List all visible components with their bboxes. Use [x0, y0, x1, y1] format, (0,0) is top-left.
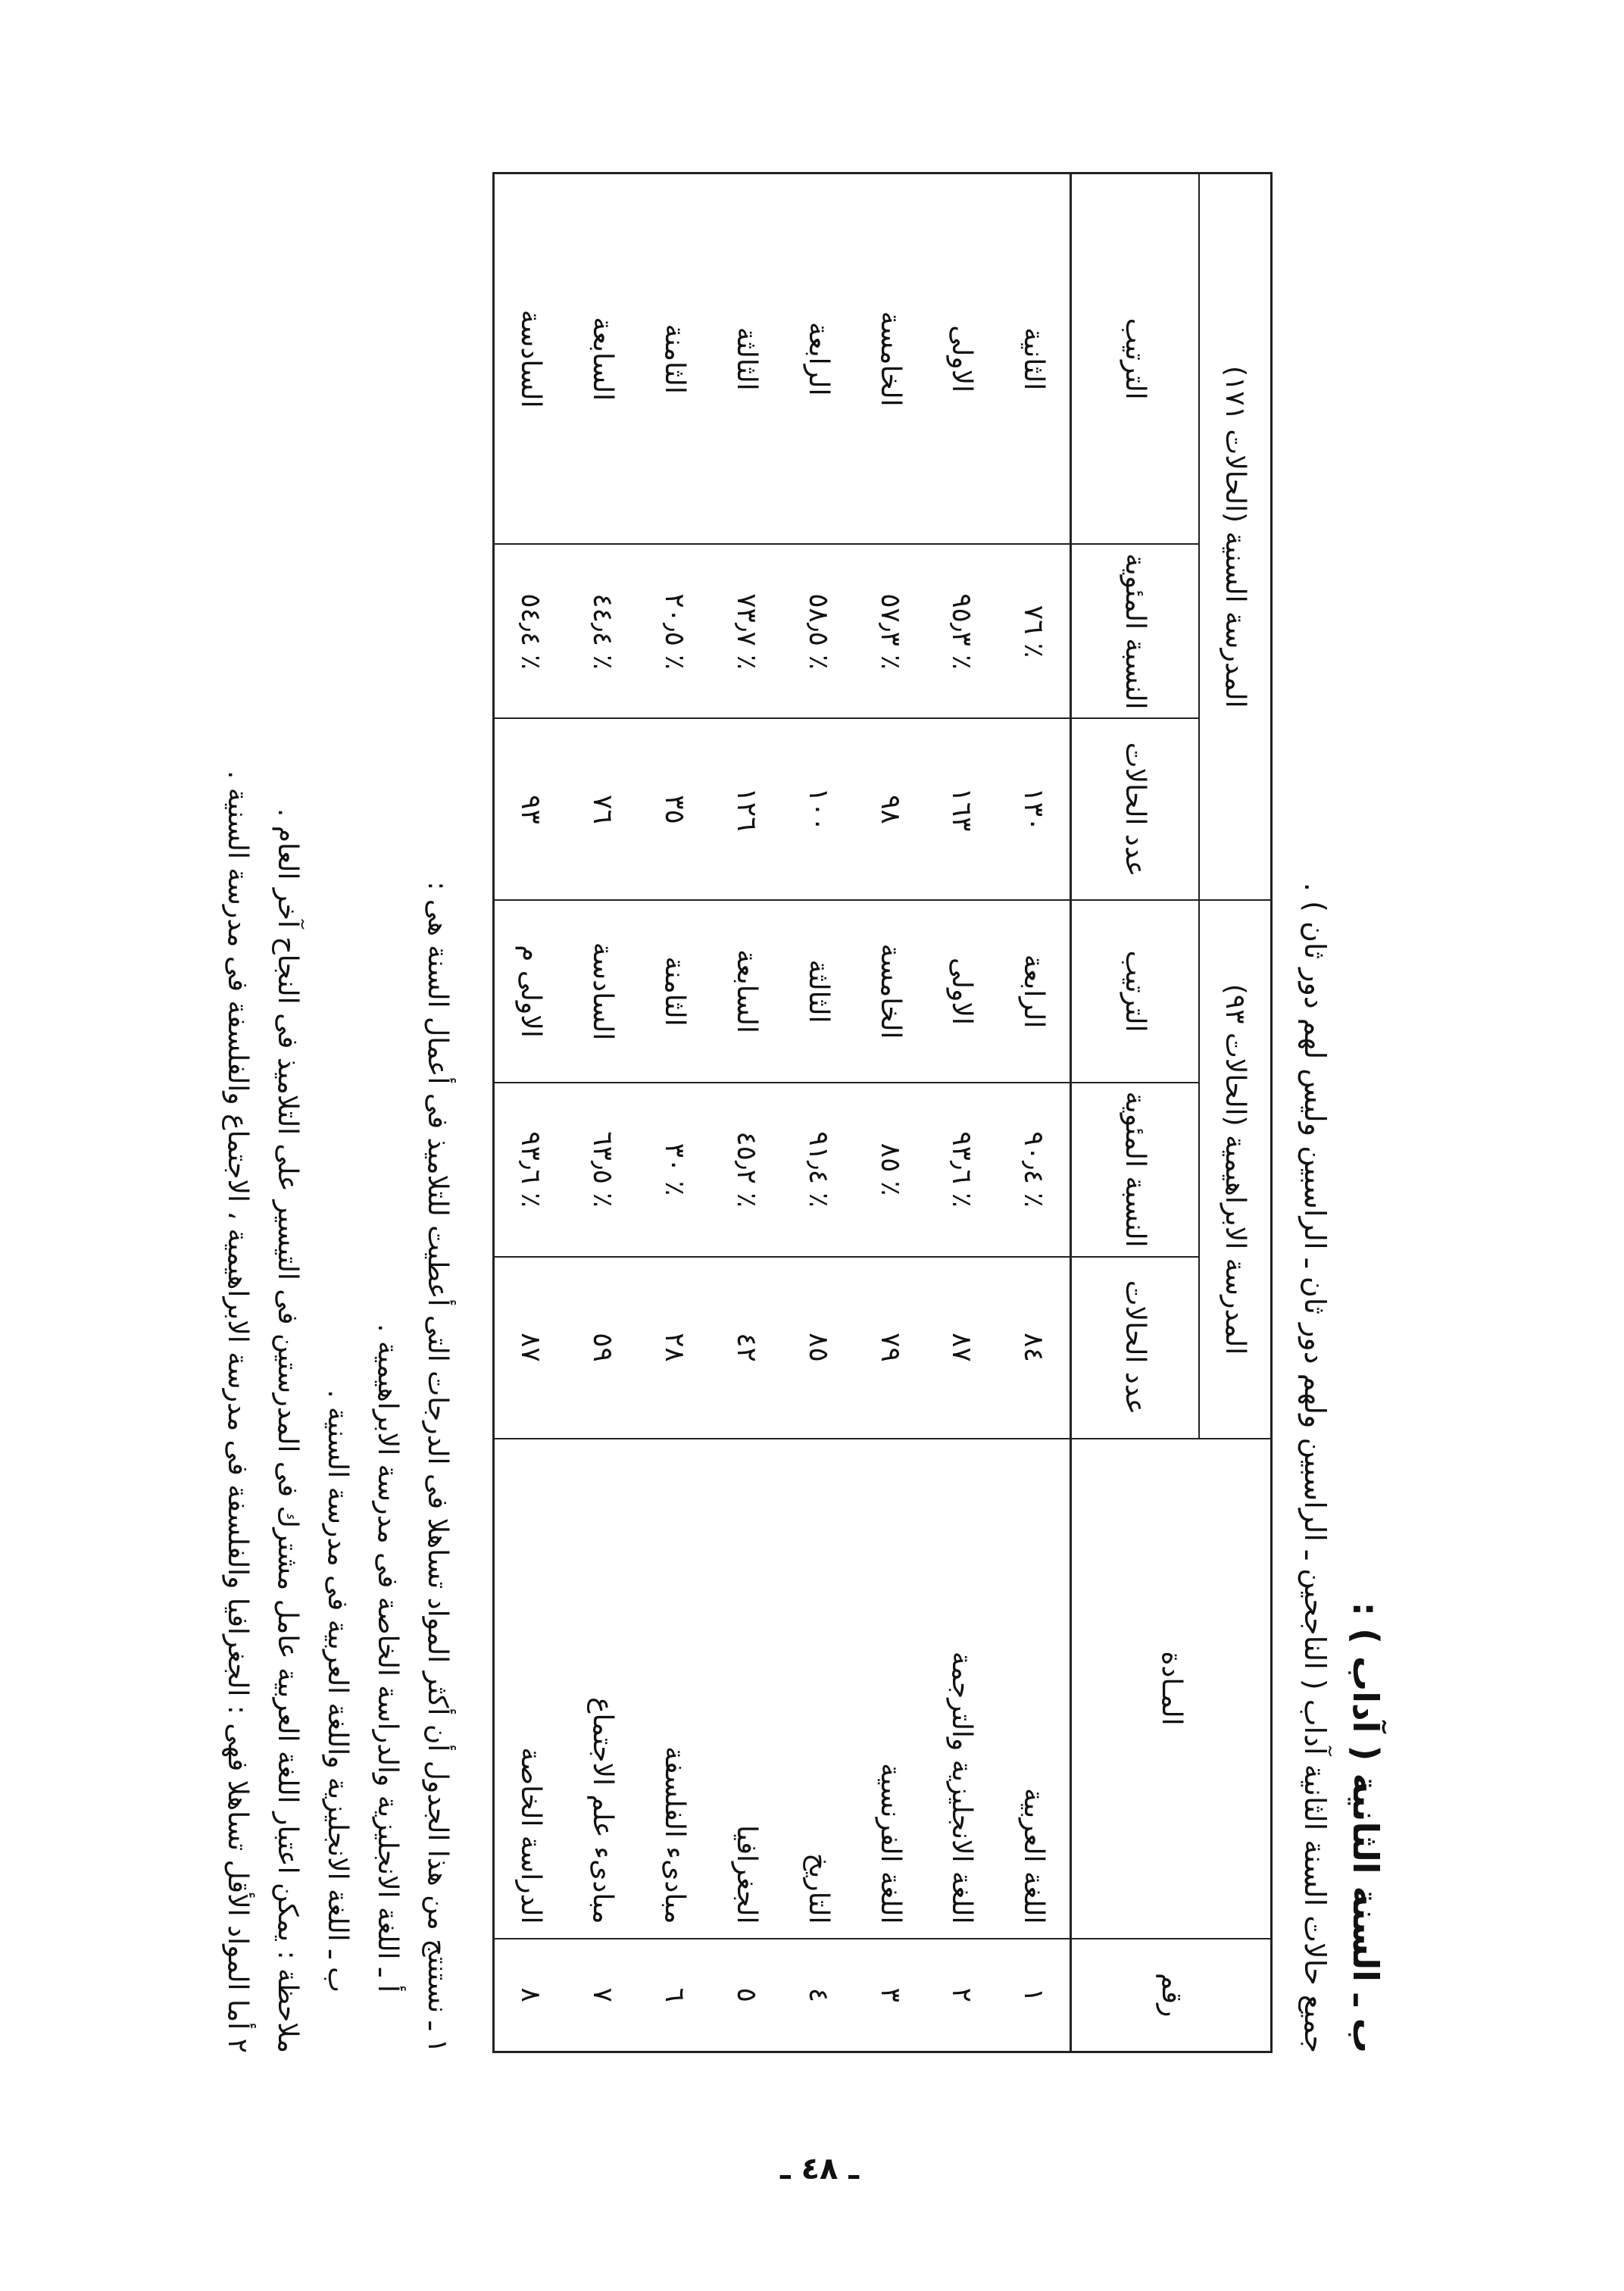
table-row — [782, 173, 854, 2052]
page-number: ـ ٤٨ ـ — [780, 2152, 860, 2186]
sa-percent: ٪ ٧٦ — [998, 544, 1070, 718]
sa-count: ٩٣ — [494, 718, 567, 900]
table-row — [639, 173, 710, 2052]
note-1b: ب ـ اللغة الانجليزية واللغة العربية فى مدرسة السنية . — [322, 1389, 353, 1993]
row-number: ٣ — [854, 1939, 926, 2052]
ib-count: ٢٨ — [639, 1257, 710, 1439]
sa-count: ١٠٠ — [782, 718, 854, 900]
sa-percent: ٪ ٥٧٫٣ — [854, 544, 926, 718]
ib-count: ٧٩ — [854, 1257, 926, 1439]
row-number: ٨ — [494, 1939, 567, 2052]
section-subheading: جميع حالات السنة الثانية آداب ( الناجحين ـ الراسبين ولهم دور ثان ـ الراسبين وليس لهم دور ثان ) . — [1298, 882, 1332, 2053]
header-sa-rank: الترتيب — [1071, 173, 1199, 544]
sa-rank: الاولى — [926, 173, 998, 544]
row-subject: اللغة الانجليزية والترجمة — [926, 1439, 998, 1939]
ib-rank: السابعة — [710, 900, 782, 1082]
row-subject: التاريخ — [782, 1439, 854, 1939]
sa-percent: ٪ ٥٤٫٤ — [494, 544, 567, 718]
ib-percent: ٪ ٩٣٫٦ — [494, 1083, 567, 1257]
ib-percent: ٪ ٤٥٫٢ — [710, 1083, 782, 1257]
table-row — [926, 173, 998, 2052]
row-number: ٧ — [567, 1939, 639, 2052]
sa-count: ٧٦ — [567, 718, 639, 900]
ib-percent: ٪ ٩١٫٤ — [782, 1083, 854, 1257]
note-2: ٢ أما المواد الأقل تساهلا فهى : الجغرافيا والفلسفة فى مدرسة الابراهيمية ، الاجتماع والفلسفة فى مدرسة السنية . — [222, 770, 253, 2053]
ib-count: ٨٤ — [998, 1257, 1070, 1439]
ib-rank: السادسة — [567, 900, 639, 1082]
notes — [212, 174, 462, 2053]
ib-percent: ٪ ٩٣٫٦ — [926, 1083, 998, 1257]
ib-rank: الرابعة — [998, 900, 1070, 1082]
row-subject: اللغة العربية — [998, 1439, 1070, 1939]
row-number: ٦ — [639, 1939, 710, 2052]
sa-rank: السابعة — [567, 173, 639, 544]
sa-rank: الرابعة — [782, 173, 854, 544]
ib-count: ٤٢ — [710, 1257, 782, 1439]
header-number: رقم — [1071, 1939, 1272, 2052]
ib-rank: الاولى م — [494, 900, 567, 1082]
sa-count: ١٣٠ — [998, 718, 1070, 900]
table-row — [710, 173, 782, 2052]
ib-rank: الاولى — [926, 900, 998, 1082]
sa-percent: ٪ ٤٤٫٤ — [567, 544, 639, 718]
ib-percent: ٪ ٣٠ — [639, 1083, 710, 1257]
ib-rank: الثالثة — [782, 900, 854, 1082]
row-subject: مبادىء علم الاجتماع — [567, 1439, 639, 1939]
table-row — [998, 173, 1070, 2052]
ib-percent: ٪ ٨٥ — [854, 1083, 926, 1257]
ib-rank: الثامنة — [639, 900, 710, 1082]
sa-count: ٩٨ — [854, 718, 926, 900]
ib-count: ٨٧ — [926, 1257, 998, 1439]
rotated-page — [159, 174, 1386, 2053]
header-ib-percent: النسبة المئوية — [1071, 1083, 1199, 1257]
row-number: ٢ — [926, 1939, 998, 2052]
results-table — [492, 172, 1273, 2053]
header-subject: المـادة — [1071, 1439, 1272, 1939]
ib-percent: ٪ ٩٠٫٤ — [998, 1083, 1070, 1257]
ib-count: ٨٧ — [494, 1257, 567, 1439]
sa-count: ٣٥ — [639, 718, 710, 900]
ib-rank: الخامسة — [854, 900, 926, 1082]
row-subject: الجغرافيا — [710, 1439, 782, 1939]
header-ib-rank: الترتيب — [1071, 900, 1199, 1082]
sa-percent: ٪ ٢٠٫٥ — [639, 544, 710, 718]
ib-count: ٥٩ — [567, 1257, 639, 1439]
sa-rank: الثانية — [998, 173, 1070, 544]
table-row — [567, 173, 639, 2052]
sa-rank: السادسة — [494, 173, 567, 544]
sa-percent: ٪ ٥٨٫٥ — [782, 544, 854, 718]
table-body — [494, 173, 1071, 2052]
row-subject: مبادىء الفلسفة — [639, 1439, 710, 1939]
table-row — [854, 173, 926, 2052]
header-sa-percent: النسبة المئوية — [1071, 544, 1199, 718]
note-1: ١ ـ نستنتج من هذا الجدول أن أكثر المواد تساهلا فى الدرجات التى أعطيت للتلاميذ فى أعمال السنة هى : — [422, 881, 453, 2053]
row-subject: الدراسة الخاصة — [494, 1439, 567, 1939]
section-heading: ب ـ السنة الثانية ( آداب ) : — [1345, 1602, 1386, 2053]
row-number: ٥ — [710, 1939, 782, 2052]
header-ib-count: عدد الحالات — [1071, 1257, 1199, 1439]
table-row — [494, 173, 567, 2052]
sa-percent: ٪ ٧٣٫٧ — [710, 544, 782, 718]
note-remark: ملاحظة : يمكن اعتبار اللغة العربية عامل مشترك فى المدرستين فى التيسير على التلاميذ فى النجاح آخر العام . — [272, 808, 303, 2053]
sa-rank: الثالثة — [710, 173, 782, 544]
note-1a: أ ـ اللغة الانجليزية والدراسة الخاصة فى مدرسة الابراهيمية . — [372, 1324, 403, 1993]
sa-count: ١٢٦ — [710, 718, 782, 900]
sa-rank: الثامنة — [639, 173, 710, 544]
header-sa-count: عدد الحالات — [1071, 718, 1199, 900]
sa-percent: ٪ ٩٥٫٣ — [926, 544, 998, 718]
header-sanya-school: المدرسة السنية (الحالات ١٧١) — [1199, 173, 1271, 900]
ib-percent: ٪ ٦٣٫٥ — [567, 1083, 639, 1257]
sa-count: ١٦٣ — [926, 718, 998, 900]
row-subject: اللغة الفرنسية — [854, 1439, 926, 1939]
sa-rank: الخامسة — [854, 173, 926, 544]
row-number: ١ — [998, 1939, 1070, 2052]
ib-count: ٨٥ — [782, 1257, 854, 1439]
header-ibrahimia-school: المدرسة الابراهيمية (الحالات ٩٣) — [1199, 900, 1271, 1438]
row-number: ٤ — [782, 1939, 854, 2052]
